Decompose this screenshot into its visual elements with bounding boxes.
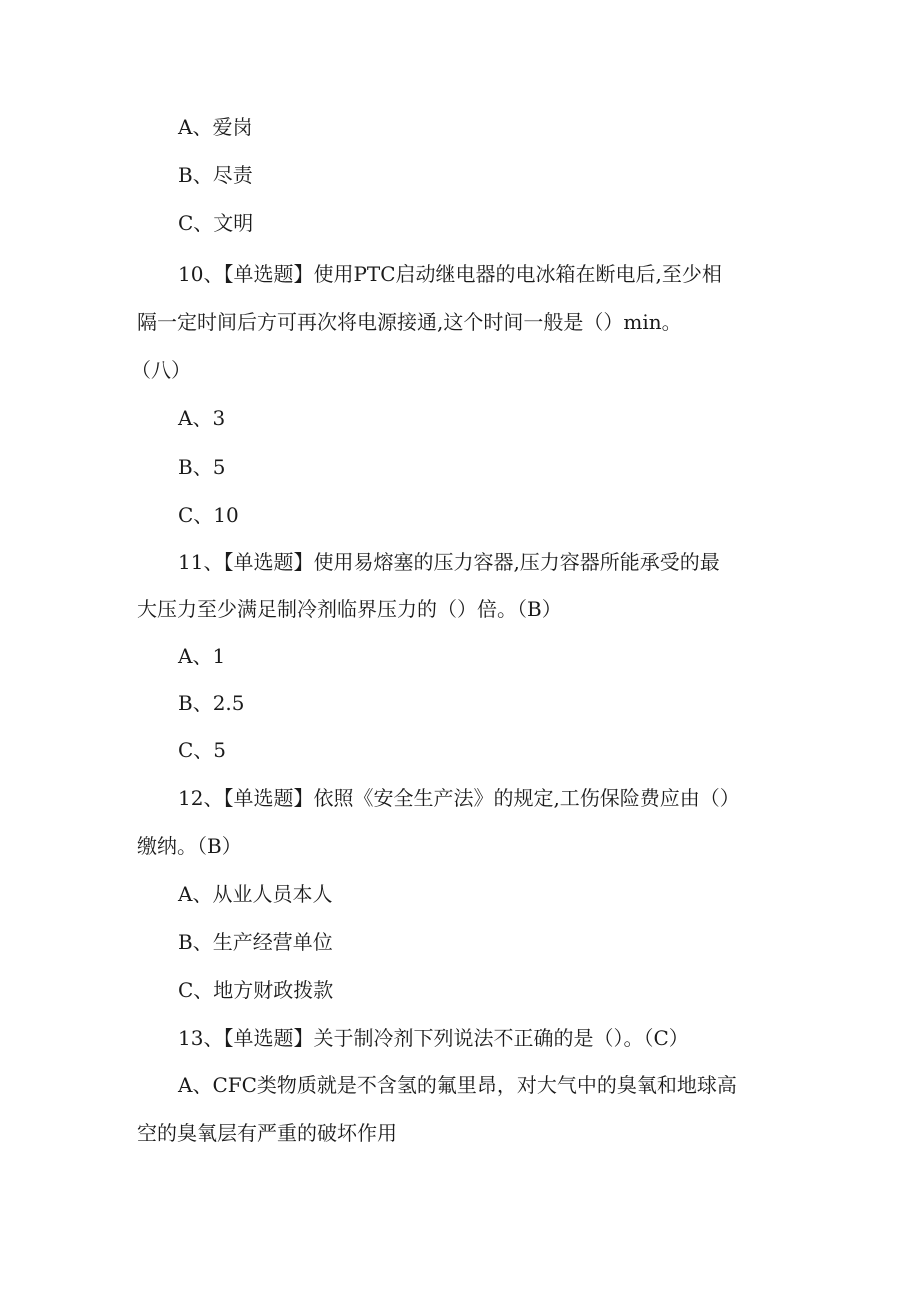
q9-option-c: C、文明 (178, 211, 254, 235)
q11-question-line-1: 11、【单选题】使用易熔塞的压力容器,压力容器所能承受的最 (178, 550, 720, 574)
q13-option-a-line-2: 空的臭氧层有严重的破坏作用 (137, 1121, 397, 1145)
q11-option-a: A、1 (178, 644, 226, 668)
q10-option-c: C、10 (178, 503, 239, 527)
q10-answer: （八） (131, 358, 191, 382)
q11-option-b: B、2.5 (178, 691, 245, 715)
q12-question-line-2: 缴纳。（B） (137, 834, 242, 858)
q9-option-a: A、爱岗 (178, 115, 253, 139)
q10-option-a: A、3 (178, 406, 226, 430)
q12-question-line-1: 12、【单选题】依照《安全生产法》的规定,工伤保险费应由（） (178, 786, 740, 810)
q9-option-b: B、尽责 (178, 163, 253, 187)
q13-question-line-1: 13、【单选题】关于制冷剂下列说法不正确的是（）。（C） (178, 1026, 689, 1050)
q12-option-b: B、生产经营单位 (178, 930, 333, 954)
q11-option-c: C、5 (178, 738, 227, 762)
q12-option-c: C、地方财政拨款 (178, 978, 334, 1002)
q10-question-line-1: 10、【单选题】使用PTC启动继电器的电冰箱在断电后,至少相 (178, 262, 722, 286)
q10-question-line-2: 隔一定时间后方可再次将电源接通,这个时间一般是（）min。 (137, 310, 682, 334)
q10-option-b: B、5 (178, 455, 226, 479)
q13-option-a-line-1: A、CFC类物质就是不含氢的氟里昂，对大气中的臭氧和地球高 (178, 1073, 737, 1097)
q11-question-line-2: 大压力至少满足制冷剂临界压力的（）倍。（B） (137, 597, 562, 621)
q12-option-a: A、从业人员本人 (178, 882, 333, 906)
